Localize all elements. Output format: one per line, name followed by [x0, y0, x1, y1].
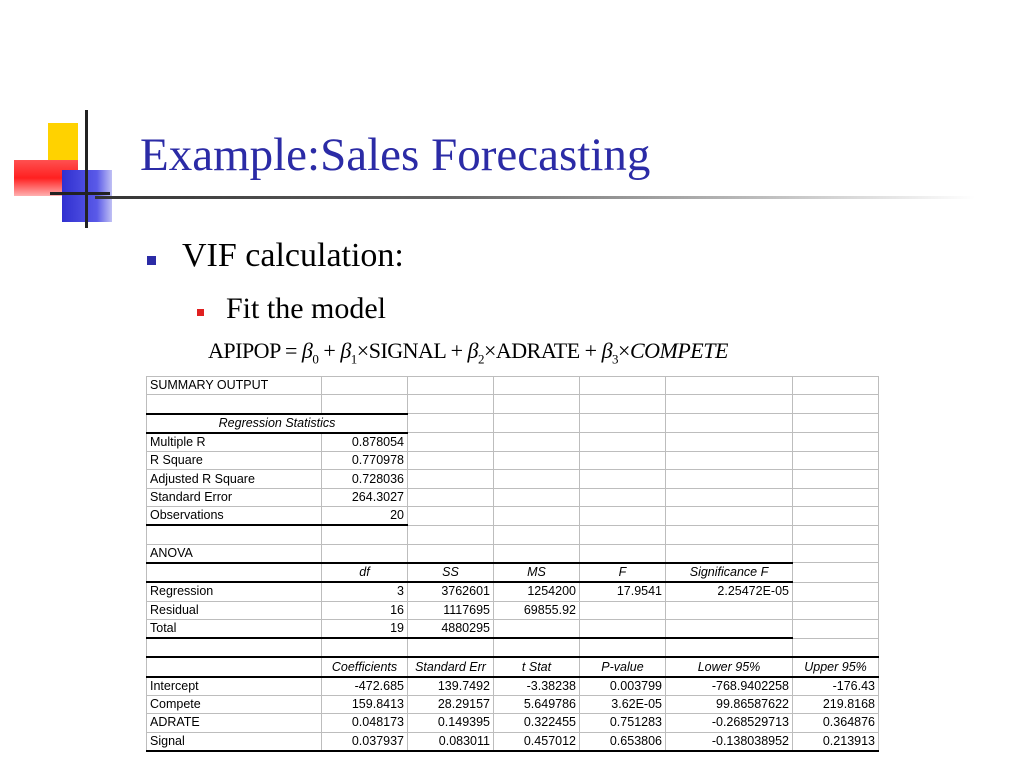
bullet-square-icon: [147, 256, 156, 265]
formula-signal: SIGNAL: [368, 338, 446, 363]
table-cell: [580, 452, 666, 470]
table-cell: [408, 525, 494, 544]
coef-value: -0.138038952: [666, 732, 793, 751]
table-cell: [793, 638, 879, 657]
coef-row-label: Compete: [147, 696, 322, 714]
stat-value: 20: [322, 507, 408, 526]
beta-symbol: β: [301, 338, 313, 363]
table-cell: [408, 544, 494, 563]
anova-value: 16: [322, 601, 408, 619]
table-cell: [408, 452, 494, 470]
table-row: [147, 470, 879, 488]
coef-value: 5.649786: [494, 696, 580, 714]
table-cell: [494, 488, 580, 506]
deco-horizontal-line: [50, 192, 110, 195]
table-cell: [408, 638, 494, 657]
table-cell: [494, 414, 580, 433]
coef-column-header: Coefficients: [322, 657, 408, 676]
anova-value: [666, 601, 793, 619]
table-row: [147, 677, 879, 696]
table-cell: [666, 433, 793, 452]
coef-value: 0.213913: [793, 732, 879, 751]
anova-value: [494, 619, 580, 638]
beta-subscript: 2: [477, 351, 484, 367]
coef-value: 0.322455: [494, 714, 580, 732]
table-cell: [494, 638, 580, 657]
anova-row-label: Total: [147, 619, 322, 638]
table-row: [147, 582, 879, 601]
table-cell: [147, 638, 322, 657]
anova-value: 3762601: [408, 582, 494, 601]
formula-adrate: ADRATE: [495, 338, 580, 363]
slide-title: Example:Sales Forecasting: [140, 129, 651, 181]
table-cell: [494, 377, 580, 395]
bullet-square-icon: [197, 309, 204, 316]
coef-column-header: t Stat: [494, 657, 580, 676]
table-row: [147, 732, 879, 751]
anova-value: 19: [322, 619, 408, 638]
table-cell: [580, 433, 666, 452]
anova-value: 17.9541: [580, 582, 666, 601]
anova-column-header: MS: [494, 563, 580, 582]
table-cell: [793, 507, 879, 526]
table-cell: [494, 470, 580, 488]
anova-header-empty: [147, 563, 322, 582]
coef-column-header: Lower 95%: [666, 657, 793, 676]
anova-value: [580, 601, 666, 619]
table-row: [147, 525, 879, 544]
formula-lhs: APIPOP: [208, 338, 280, 363]
table-row: [147, 696, 879, 714]
plus-sign: +: [445, 338, 468, 363]
table-cell: [793, 452, 879, 470]
table-cell: [322, 638, 408, 657]
coef-value: 28.29157: [408, 696, 494, 714]
table-cell: [793, 544, 879, 563]
coef-value: 0.083011: [408, 732, 494, 751]
table-cell: [408, 414, 494, 433]
table-row: [147, 619, 879, 638]
anova-value: [580, 619, 666, 638]
anova-value: 1254200: [494, 582, 580, 601]
table-row: [147, 433, 879, 452]
beta-symbol: β: [601, 338, 613, 363]
table-cell: [494, 507, 580, 526]
anova-row-label: Residual: [147, 601, 322, 619]
table-cell: [666, 488, 793, 506]
table-row: [147, 544, 879, 563]
regression-formula: [208, 338, 728, 367]
anova-column-header: df: [322, 563, 408, 582]
coef-row-label: ADRATE: [147, 714, 322, 732]
beta-subscript: 1: [350, 351, 357, 367]
coef-value: 0.037937: [322, 732, 408, 751]
table-cell: [666, 395, 793, 414]
table-cell: [580, 414, 666, 433]
times-sign: ×: [356, 338, 369, 363]
anova-value: 69855.92: [494, 601, 580, 619]
table-cell: [580, 638, 666, 657]
anova-value: 2.25472E-05: [666, 582, 793, 601]
table-cell: [793, 582, 879, 601]
table-cell: [666, 452, 793, 470]
times-sign: ×: [483, 338, 496, 363]
table-cell: [494, 433, 580, 452]
table-cell: [322, 525, 408, 544]
bullet-vif-calculation: VIF calculation:: [182, 237, 404, 274]
summary-output-header: SUMMARY OUTPUT: [147, 377, 322, 395]
stat-value: 0.878054: [322, 433, 408, 452]
anova-header: ANOVA: [147, 544, 322, 563]
beta-symbol: β: [340, 338, 351, 363]
table-cell: [580, 507, 666, 526]
coef-value: 0.003799: [580, 677, 666, 696]
coef-value: 0.048173: [322, 714, 408, 732]
table-cell: [580, 377, 666, 395]
table-row: [147, 377, 879, 395]
table-row: [147, 714, 879, 732]
coef-value: -0.268529713: [666, 714, 793, 732]
table-cell: [580, 544, 666, 563]
coef-value: 99.86587622: [666, 696, 793, 714]
plus-sign: +: [579, 338, 602, 363]
table-cell: [147, 525, 322, 544]
plus-sign: +: [318, 338, 341, 363]
table-cell: [408, 395, 494, 414]
table-row: [147, 563, 879, 582]
anova-value: 3: [322, 582, 408, 601]
deco-yellow-square: [48, 123, 78, 163]
coef-row-label: Signal: [147, 732, 322, 751]
stat-label: Adjusted R Square: [147, 470, 322, 488]
coef-value: 0.653806: [580, 732, 666, 751]
beta-subscript: 3: [612, 351, 619, 367]
coef-value: 0.457012: [494, 732, 580, 751]
table-row: [147, 488, 879, 506]
anova-value: 4880295: [408, 619, 494, 638]
table-cell: [322, 544, 408, 563]
title-underline: [95, 196, 975, 199]
stat-label: Observations: [147, 507, 322, 526]
stat-value: 0.728036: [322, 470, 408, 488]
coef-column-header: P-value: [580, 657, 666, 676]
table-row: [147, 452, 879, 470]
beta-subscript: 0: [312, 351, 319, 367]
table-row: [147, 638, 879, 657]
table-cell: [322, 395, 408, 414]
table-row: [147, 657, 879, 676]
table-cell: [666, 470, 793, 488]
table-cell: [580, 525, 666, 544]
beta-symbol: β: [467, 338, 478, 363]
deco-vertical-line: [85, 110, 88, 228]
anova-column-header: F: [580, 563, 666, 582]
times-sign: ×: [618, 338, 630, 363]
summary-output-table: [146, 376, 879, 752]
table-cell: [322, 377, 408, 395]
stat-label: Standard Error: [147, 488, 322, 506]
formula-eq: =: [280, 338, 302, 363]
coef-value: 159.8413: [322, 696, 408, 714]
coef-value: 139.7492: [408, 677, 494, 696]
table-cell: [408, 377, 494, 395]
table-cell: [147, 395, 322, 414]
formula-compete: COMPETE: [629, 338, 728, 363]
table-cell: [793, 525, 879, 544]
regression-statistics-header: Regression Statistics: [147, 414, 408, 433]
table-cell: [666, 414, 793, 433]
table-cell: [408, 507, 494, 526]
table-cell: [793, 433, 879, 452]
table-cell: [793, 488, 879, 506]
table-row: [147, 507, 879, 526]
table-cell: [666, 507, 793, 526]
anova-column-header: SS: [408, 563, 494, 582]
coef-value: 0.364876: [793, 714, 879, 732]
stat-value: 0.770978: [322, 452, 408, 470]
table-cell: [793, 601, 879, 619]
table-row: [147, 395, 879, 414]
stat-label: Multiple R: [147, 433, 322, 452]
table-row: [147, 414, 879, 433]
table-cell: [580, 470, 666, 488]
coef-value: -472.685: [322, 677, 408, 696]
table-cell: [793, 414, 879, 433]
table-cell: [793, 395, 879, 414]
table-cell: [666, 544, 793, 563]
bullet-fit-model: Fit the model: [226, 292, 386, 325]
table-cell: [793, 470, 879, 488]
table-cell: [666, 377, 793, 395]
table-cell: [580, 395, 666, 414]
anova-row-label: Regression: [147, 582, 322, 601]
table-row: [147, 601, 879, 619]
coef-value: 0.751283: [580, 714, 666, 732]
anova-column-header: Significance F: [666, 563, 793, 582]
table-cell: [494, 525, 580, 544]
table-cell: [408, 470, 494, 488]
stat-label: R Square: [147, 452, 322, 470]
anova-value: [666, 619, 793, 638]
coef-value: 3.62E-05: [580, 696, 666, 714]
table-cell: [666, 525, 793, 544]
table-cell: [793, 619, 879, 638]
table-cell: [408, 488, 494, 506]
coef-value: -3.38238: [494, 677, 580, 696]
table-cell: [666, 638, 793, 657]
coef-header-empty: [147, 657, 322, 676]
coef-value: 0.149395: [408, 714, 494, 732]
table-cell: [793, 377, 879, 395]
stat-value: 264.3027: [322, 488, 408, 506]
anova-value: 1117695: [408, 601, 494, 619]
coef-column-header: Upper 95%: [793, 657, 879, 676]
coef-row-label: Intercept: [147, 677, 322, 696]
table-cell: [494, 452, 580, 470]
coef-value: -768.9402258: [666, 677, 793, 696]
table-cell: [408, 433, 494, 452]
coef-value: -176.43: [793, 677, 879, 696]
table-cell: [494, 395, 580, 414]
coef-column-header: Standard Err: [408, 657, 494, 676]
table-cell: [580, 488, 666, 506]
table-cell: [494, 544, 580, 563]
table-cell: [793, 563, 879, 582]
coef-value: 219.8168: [793, 696, 879, 714]
